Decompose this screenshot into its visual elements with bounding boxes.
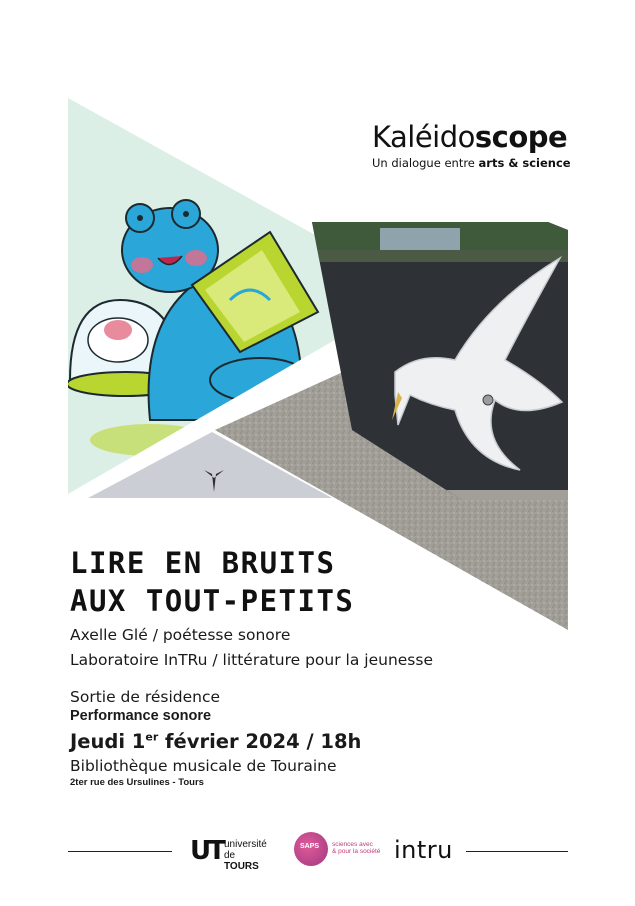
brand-tagline (372, 156, 572, 170)
ut-line2-bold: TOURS (224, 861, 259, 872)
event-lab: Laboratoire InTRu / littérature pour la jeunesse (70, 651, 433, 669)
intru-logo: intru (394, 836, 453, 864)
brand-tagline-bold: arts & science (478, 156, 571, 170)
brand-name-regular: Kaléido (372, 120, 475, 154)
ut-line2-prefix: de (224, 850, 236, 861)
brand-name (372, 120, 572, 154)
date-suffix: er (145, 730, 159, 744)
event-author: Axelle Glé / poétesse sonore (70, 626, 291, 644)
date-day: Jeudi 1 (70, 730, 146, 753)
saps-tagline (332, 841, 380, 855)
brand-name-bold: scope (474, 120, 568, 154)
saps-tagline-line1: sciences avec (332, 841, 373, 848)
event-address: 2ter rue des Ursulines - Tours (70, 777, 204, 788)
ut-line2 (224, 850, 267, 872)
universite-de-tours-logo (190, 836, 267, 872)
event-format: Performance sonore (70, 708, 212, 724)
event-title-line2: AUX TOUT-PETITS (70, 584, 355, 618)
event-type: Sortie de résidence (70, 688, 221, 706)
footer-rule-right (466, 851, 568, 852)
event-venue: Bibliothèque musicale de Touraine (70, 757, 337, 775)
ut-line1: université (224, 839, 267, 850)
saps-logo (294, 832, 384, 866)
footer-rule-left (68, 851, 172, 852)
ut-wordmark (224, 839, 267, 872)
event-title-line1: LIRE EN BRUITS (70, 546, 336, 580)
brand-tagline-regular: Un dialogue entre (372, 156, 479, 170)
event-title (70, 544, 354, 620)
kaleidoscope-logo (372, 120, 572, 170)
event-date (70, 730, 361, 753)
ut-mark: UT (190, 836, 223, 866)
saps-tagline-line2: & pour la société (332, 848, 381, 855)
date-rest: février 2024 / 18h (158, 730, 362, 753)
saps-name: SAPS (300, 843, 320, 850)
